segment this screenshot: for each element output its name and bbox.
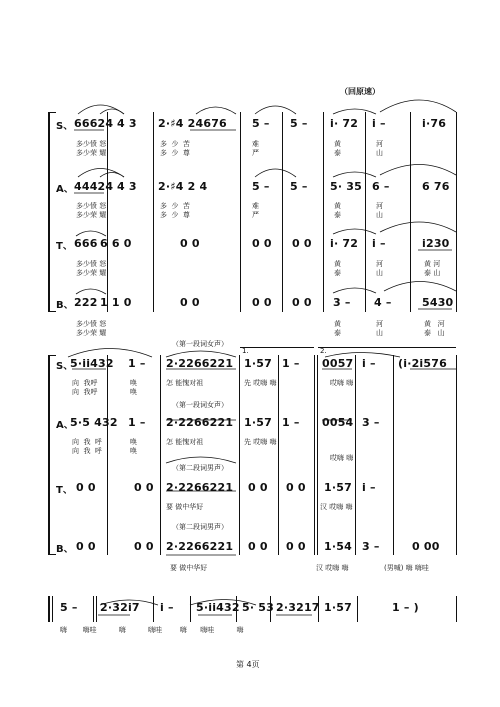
measure: i – <box>372 237 386 250</box>
measure: 0 0 <box>76 481 96 494</box>
lyric: 先 哎嗨 嗨 <box>244 438 277 446</box>
lyric: 怎 能愧对祖 <box>166 438 204 446</box>
barline <box>393 355 394 555</box>
barline <box>52 596 53 622</box>
part-label: T、 <box>56 485 73 496</box>
measure: 5· 53 <box>242 601 274 614</box>
measure: i – <box>372 117 386 130</box>
lyric: 黄 河 泰 山 <box>424 260 441 277</box>
lyric: 多少愤 怒 多少荣 耀 <box>76 202 107 219</box>
measure: 5 – <box>290 117 308 130</box>
volta-1-label: 1. <box>242 347 249 355</box>
measure: i· 72 <box>330 237 359 250</box>
lyric: 黄 泰 <box>334 320 341 337</box>
measure: 5 – <box>290 180 308 193</box>
barline <box>96 596 97 622</box>
measure: 0 0 <box>134 481 154 494</box>
measure: 6 76 <box>422 180 450 193</box>
lyric: 黄 泰 <box>334 140 341 157</box>
measure: 5 – <box>252 180 270 193</box>
measure: 2·2266221 <box>166 416 234 429</box>
barline <box>93 596 94 622</box>
measure: 0 0 <box>180 296 200 309</box>
measure: 0 0 <box>286 540 306 553</box>
lyric: 汉 哎嗨 嗨 <box>320 503 353 511</box>
lyric: 多少愤 怒 多少荣 耀 <box>76 320 107 337</box>
lyric: 黄 河 泰 山 <box>424 320 445 337</box>
part-label: T、 <box>56 241 73 252</box>
measure: i230 <box>422 237 450 250</box>
part-label: S、 <box>56 361 74 372</box>
lyric: 河 山 <box>376 140 383 157</box>
measure: 0 0 <box>286 481 306 494</box>
barline <box>357 596 358 622</box>
measure: 1 1 0 <box>100 296 132 309</box>
lyric: 黄 泰 <box>334 202 341 219</box>
lyric: (男喊) 嗨 嗨哇 <box>384 564 429 572</box>
measure: i – <box>362 357 376 370</box>
measure: 4 3 <box>117 117 137 130</box>
measure: 66624 <box>74 117 114 130</box>
measure: i – <box>362 481 376 494</box>
measure: 0 0 <box>248 540 268 553</box>
measure: 2·2266221 <box>166 481 234 494</box>
measure: 1·57 <box>244 357 272 370</box>
barline <box>190 596 191 622</box>
barline <box>456 596 457 622</box>
measure: i·76 <box>422 117 447 130</box>
measure: 5430 <box>422 296 454 309</box>
measure: 2·2266221 <box>166 357 234 370</box>
lyric: 河 山 <box>376 260 383 277</box>
lyric: 多 少 苦 多 少 尊 <box>160 140 190 157</box>
measure: 44424 <box>74 180 114 193</box>
measure: 5· 35 <box>330 180 362 193</box>
bracket-cap <box>50 355 56 356</box>
measure: 1 – <box>128 357 146 370</box>
measure: 2·♯4 24676 <box>158 117 227 130</box>
lyric: 黄 泰 <box>334 260 341 277</box>
barline <box>456 355 457 555</box>
lyric: 汉 哎嗨 嗨 <box>316 564 349 572</box>
part-label: A、 <box>56 420 74 431</box>
measure: 1 – <box>282 357 300 370</box>
measure: 0 0 <box>252 296 272 309</box>
measure: 0 0 <box>76 540 96 553</box>
measure: 1·57 <box>324 481 352 494</box>
barline <box>239 355 240 555</box>
barline <box>160 355 161 555</box>
measure: 0 0 <box>252 237 272 250</box>
measure: 0 0 <box>292 237 312 250</box>
system-3-bracket <box>48 596 50 622</box>
part-label: S、 <box>56 121 74 132</box>
measure: 5·ii432 <box>196 601 240 614</box>
lyric: 河 山 <box>376 320 383 337</box>
barline <box>153 596 154 622</box>
measure: 5 – <box>252 117 270 130</box>
lyric: 难 严 <box>252 140 259 157</box>
lyric: 唤 唤 <box>130 438 137 455</box>
volta-2-label: 2. <box>320 347 327 355</box>
barline <box>278 355 279 555</box>
measure: 4 3 <box>117 180 137 193</box>
measure: 0057 <box>322 357 354 370</box>
measure: 0 0 <box>134 540 154 553</box>
lyric: 难 严 <box>252 202 259 219</box>
measure: 1 – <box>282 416 300 429</box>
measure: 3 – <box>362 416 380 429</box>
measure: 5 – <box>60 601 78 614</box>
lyric: 多 少 苦 多 少 尊 <box>160 202 190 219</box>
measure: 6 – <box>372 180 390 193</box>
measure: 2·2266221 <box>166 540 234 553</box>
part-label: B、 <box>56 300 74 311</box>
measure: i· 72 <box>330 117 359 130</box>
tempo-mark: （回原速） <box>340 87 380 96</box>
measure: 6 6 0 <box>100 237 132 250</box>
page-number: 第 4页 <box>236 660 260 669</box>
measure: 2·♯4 2 4 <box>158 180 208 193</box>
lyric: 多少愤 怒 多少荣 耀 <box>76 140 107 157</box>
lyric: 先 哎嗨 嗨 <box>244 379 277 387</box>
part-label: B、 <box>56 544 74 555</box>
section-marking: （第二段词男声） <box>172 523 228 531</box>
section-marking: （第一段词女声） <box>172 401 228 409</box>
measure: 4 – <box>374 296 392 309</box>
lyric: 哎嗨 嗨 <box>330 454 354 462</box>
barline <box>314 355 315 555</box>
lyric: 多少愤 怒 多少荣 耀 <box>76 260 107 277</box>
part-label: A、 <box>56 184 74 195</box>
section-marking: （第一段词女声） <box>172 340 228 348</box>
measure: 0 0 <box>292 296 312 309</box>
lyric: 要 做中华好 <box>166 503 204 511</box>
lyric: 嗨 嗨哇 嗨 嗨哇 嗨 嗨哇 嗨 <box>60 626 244 634</box>
measure: 222 <box>74 296 98 309</box>
measure: 1 – <box>128 416 146 429</box>
measure: 3 – <box>333 296 351 309</box>
volta-2 <box>318 347 456 348</box>
measure: 0 0 <box>180 237 200 250</box>
lyric: 向 我呼 向 我呼 <box>72 379 98 396</box>
lyric: 哎嗨 嗨 <box>330 379 354 387</box>
measure: 5·ii432 <box>70 357 114 370</box>
measure: 0054 <box>322 416 354 429</box>
measure: 5·5 432 <box>70 416 118 429</box>
lyric: 要 做中华好 <box>170 564 208 572</box>
measure: 2·3217 <box>276 601 320 614</box>
barline <box>317 355 318 555</box>
lyric: 怎 能愧对祖 <box>166 379 204 387</box>
section-marking: （第二段词男声） <box>172 464 228 472</box>
measure: 666 <box>74 237 98 250</box>
barline <box>355 355 356 555</box>
measure: 3 – <box>362 540 380 553</box>
system-2-bracket <box>48 355 50 555</box>
measure: (i·2i576 <box>398 357 447 370</box>
lyric: 河 山 <box>376 202 383 219</box>
barline <box>107 355 108 555</box>
volta-1 <box>240 347 314 348</box>
measure: 2·32i7 <box>100 601 140 614</box>
measure: 1·54 <box>324 540 352 553</box>
measure: 1·57 <box>324 601 352 614</box>
lyric: 唤 唤 <box>130 379 137 396</box>
measure: 0 00 <box>412 540 440 553</box>
measure: 1·57 <box>244 416 272 429</box>
measure: i – <box>160 601 174 614</box>
lyric: 向 我 呼 向 我 呼 <box>72 438 102 455</box>
measure: 0 0 <box>248 481 268 494</box>
measure: 1 – ) <box>392 601 419 614</box>
